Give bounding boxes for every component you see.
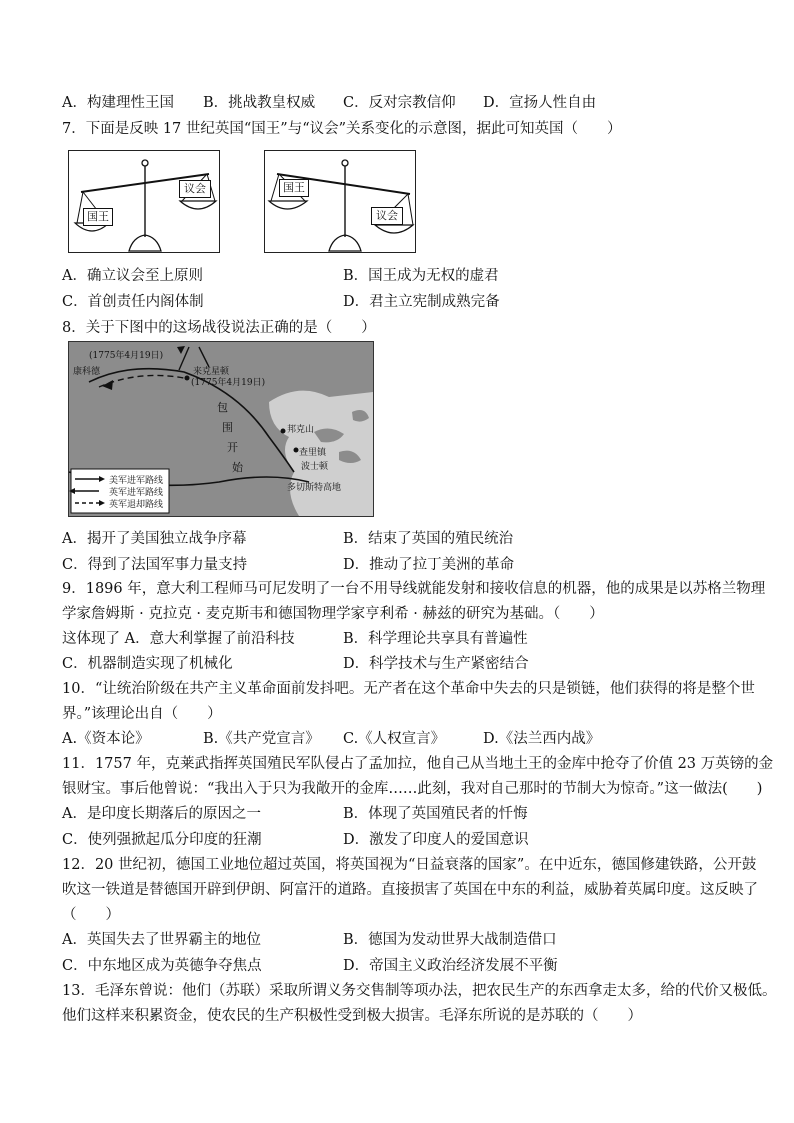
q9-option-a: 这体现了 A．意大利掌握了前沿科技 [62,631,295,647]
q7-figure-1 [68,150,220,253]
q12-stem-line1: 12．20 世纪初，德国工业地位超过英国，将英国视为“日益衰落的国家”。在中近东，德国修建铁路，公开鼓 [62,857,757,873]
legend-british-retreat: 英军退却路线 [109,500,164,510]
q13-stem-line2: 他们这样来积累资金，使农民的生产积极性受到极大损害。毛泽东所说的是苏联的（ ） [62,1008,642,1024]
map-date-top: (1775年4月19日) [89,351,164,361]
q11-stem-line2: 银财宝。事后他曾说：“我出入于只为我敞开的金库……此刻，我对自己那时的节制大为惊奇。”这一做法( ) [62,781,763,797]
map-lexington-date: (1775年4月19日) [191,378,266,388]
balance-scale-icon [265,151,415,252]
map-bunker-hill: 邦克山 [287,425,315,435]
q12-stem-line3: （ ） [62,907,120,923]
q11-option-b: B．体现了英国殖民者的忏悔 [343,806,528,822]
map-dorchester: 多切斯特高地 [287,483,342,493]
map-concord: 康科德 [73,367,101,377]
fig1-parliament-label: 议会 [179,180,211,198]
q8-stem: 8．关于下图中的这场战役说法正确的是（ ） [62,320,376,336]
q6-option-b: B．挑战教皇权威 [203,95,316,111]
q12-option-a: A．英国失去了世界霸主的地位 [62,932,261,948]
balance-scale-icon [69,151,219,252]
map-vertical-1: 包 [217,401,228,414]
map-boston: 波士顿 [301,462,329,472]
q11-option-d: D．激发了印度人的爱国意识 [343,832,529,848]
fig2-king-label: 国王 [279,179,309,197]
q7-figure-2 [264,150,416,253]
q6-option-a: A．构建理性王国 [62,95,174,111]
q8-option-b: B．结束了英国的殖民统治 [343,531,514,547]
q10-option-a: A.《资本论》 [62,731,150,747]
q9-stem-line2: 学家詹姆斯 · 克拉克 · 麦克斯韦和德国物理学家亨利希 · 赫兹的研究为基础。（ ） [62,606,604,622]
map-vertical-2: 围 [222,421,233,434]
q10-option-b: B.《共产党宣言》 [203,731,320,747]
q12-option-c: C．中东地区成为英德争夺焦点 [62,958,262,974]
q8-option-a: A．揭开了美国独立战争序幕 [62,531,247,547]
q10-option-d: D.《法兰西内战》 [483,731,601,747]
q11-option-c: C．使列强掀起瓜分印度的狂潮 [62,832,262,848]
q13-stem-line1: 13．毛泽东曾说：他们（苏联）采取所谓义务交售制等项办法，把农民生产的东西拿走太多，给的代价又极低。 [62,983,777,999]
q10-stem-line1: 10．“让统治阶级在共产主义革命面前发抖吧。无产者在这个革命中失去的只是锁链，他们获得的将是整个世 [62,681,755,697]
q6-option-c: C．反对宗教信仰 [343,95,456,111]
legend-american-advance: 美军进军路线 [109,476,164,486]
q7-stem: 7．下面是反映 17 世纪英国“国王”与“议会”关系变化的示意图，据此可知英国（ ） [62,121,622,137]
q12-stem-line2: 吹这一铁道是替德国开辟到伊朗、阿富汗的道路。直接损害了英国在中东的利益，威胁着英属印度。这反映了 [62,882,758,898]
q10-option-c: C.《人权宣言》 [343,731,446,747]
q7-option-c: C．首创责任内阁体制 [62,294,204,310]
q7-option-d: D．君主立宪制成熟完备 [343,294,500,310]
map-vertical-4: 始 [232,461,243,474]
q9-stem-line1: 9．1896 年，意大利工程师马可尼发明了一台不用导线就能发射和接收信息的机器，他的成果是以苏格兰物理 [62,581,766,597]
q10-stem-line2: 界。”该理论出自（ ） [62,706,222,722]
map-lexington: 来克星顿 [193,367,230,377]
fig1-king-label: 国王 [83,208,113,226]
q12-option-b: B．德国为发动世界大战制造借口 [343,932,557,948]
q8-option-c: C．得到了法国军事力量支持 [62,557,248,573]
map-vertical-3: 开 [227,441,238,454]
battle-map [68,341,374,517]
q11-option-a: A．是印度长期落后的原因之一 [62,806,261,822]
q6-option-d: D．宣扬人性自由 [483,95,597,111]
fig2-parliament-label: 议会 [371,207,403,225]
q9-option-d: D．科学技术与生产紧密结合 [343,656,529,672]
q8-option-d: D．推动了拉丁美洲的革命 [343,557,515,573]
q7-option-b: B．国王成为无权的虚君 [343,268,499,284]
q7-option-a: A．确立议会至上原则 [62,268,203,284]
q12-option-d: D．帝国主义政治经济发展不平衡 [343,958,558,974]
map-charlestown: 查里镇 [299,448,327,458]
q9-option-b: B．科学理论共享具有普遍性 [343,631,528,647]
q9-option-c: C．机器制造实现了机械化 [62,656,233,672]
q11-stem-line1: 11．1757 年，克莱武指挥英国殖民军队侵占了孟加拉，他自己从当地土王的金库中抢夺了价值 23 万英镑的金 [62,756,774,772]
legend-british-advance: 英军进军路线 [109,488,164,498]
